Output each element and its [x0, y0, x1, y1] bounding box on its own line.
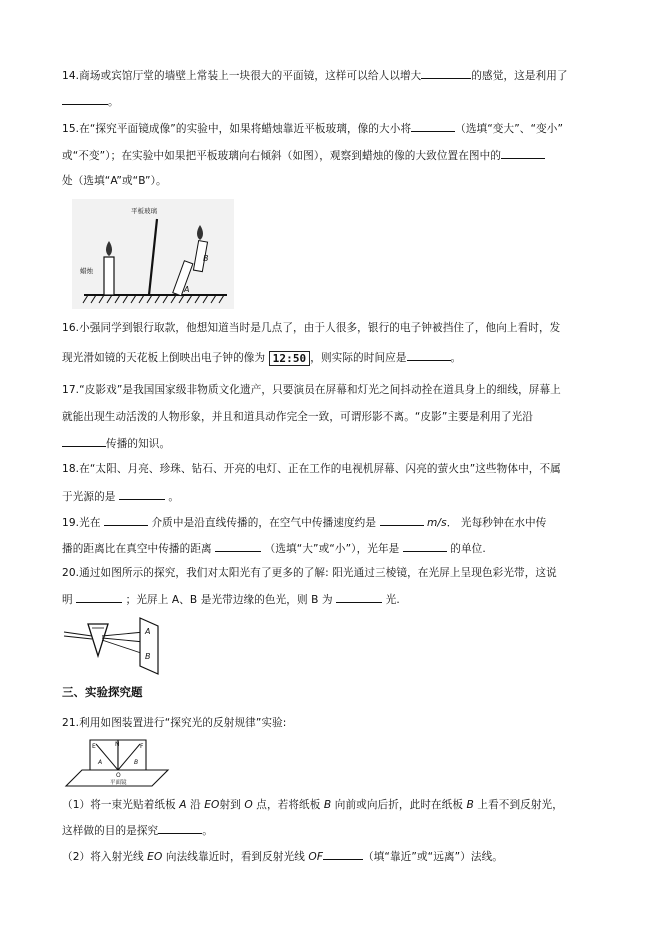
q21-label-a: A [98, 759, 103, 766]
q21-p2-d: OF [308, 851, 324, 863]
q14-text: 14.商场或宾馆厅堂的墙壁上常装上一块很大的平面镜，这样可以给人以增大 [62, 70, 422, 82]
q16-text-end: ，则实际的时间应是 [310, 352, 407, 364]
q17-text-2: 就能出现生动活泼的人物形象，并且和道具动作完全一致，可谓形影不离。“皮影”主要是利用了光沿 [62, 411, 534, 423]
q15-figure [72, 199, 234, 309]
q15-line3 [62, 174, 167, 188]
q19-text-c: ． 光每秒钟在水中传 [446, 517, 547, 529]
q15-label-b: B [203, 254, 209, 263]
q21-p1-d: EO [204, 799, 220, 811]
q20-line1 [62, 566, 557, 580]
q16-clock-image: 12:50 [269, 351, 311, 366]
q14-blank-2[interactable] [62, 94, 108, 105]
q19-text-f: 的单位. [450, 543, 486, 555]
q15-blank-1[interactable] [411, 121, 455, 132]
section-title: 三、实验探究题 [62, 685, 143, 699]
q20-line2 [62, 592, 400, 607]
q16-blank[interactable] [407, 350, 451, 361]
q21-label-e: E [92, 743, 96, 750]
q18-text: 18.在“太阳、月亮、珍珠、钻石、开亮的电灯、正在工作的电视机屏幕、闪亮的萤火虫”这些物体中，不属 [62, 463, 561, 475]
q15-text-3: 处（选填“A”或“B”）。 [62, 175, 167, 187]
q19-text-a: 19.光在 [62, 517, 101, 529]
q16-line1 [62, 321, 560, 335]
q16-text-2: 现光滑如镜的天花板上倒映出电子钟的像为 [62, 352, 266, 364]
q20-text-b: ；光屏上 A、B 是光带边缘的色光，则 B 为 [125, 594, 333, 606]
q21-label-n: N [115, 741, 120, 748]
q21-blank-1[interactable] [158, 823, 202, 834]
q15-line2 [62, 148, 545, 163]
q19-blank-4[interactable] [403, 541, 447, 552]
q19-blank-2[interactable] [380, 515, 424, 526]
q21-p2-a: （2）将入射光线 [62, 851, 144, 863]
q17-line3 [62, 436, 170, 451]
q21-p1-line2: 这样做的目的是探究 [62, 825, 159, 837]
q15-label-a: A [184, 285, 190, 294]
q14-period: 。 [108, 96, 119, 108]
q15-blank-2[interactable] [501, 148, 545, 159]
q21-label-o: O [116, 772, 121, 779]
q21-p2-e: （填“靠近”或“远离”）法线。 [363, 851, 503, 863]
q21-p1-i: 向前或向后折，此时在纸板 [334, 799, 464, 811]
q21-p1-j: B [466, 799, 474, 811]
q18-blank[interactable] [119, 489, 165, 500]
q14-line1 [62, 68, 568, 83]
q20-blank-1[interactable] [76, 592, 122, 603]
q15-text-2: 或“不变”）；在实验中如果把平板玻璃向右倾斜（如图），观察到蜡烛的像的大致位置在图中的 [62, 150, 502, 162]
q14-text-end: 的感觉，这是利用了 [471, 70, 568, 82]
q16-line2 [62, 350, 461, 366]
q17-blank[interactable] [62, 436, 106, 447]
q20-figure [62, 612, 170, 678]
q18-line2 [62, 489, 179, 504]
q20-blank-2[interactable] [336, 592, 382, 603]
q21-text: 21.利用如图装置进行“探究光的反射规律”实验: [62, 717, 287, 729]
q20-text: 20.通过如图所示的探究，我们对太阳光有了更多的了解: 阳光通过三棱镜，在光屏上呈现色彩光带，这说 [62, 567, 557, 579]
q14-blank-1[interactable] [421, 68, 471, 79]
q18-line1 [62, 462, 561, 476]
q15-label-glass: 平板玻璃 [131, 207, 157, 215]
q18-text-2: 于光源的是 [62, 491, 116, 503]
q20-text-c: 光. [385, 594, 400, 606]
q20-label-a: A [145, 627, 151, 636]
q21-p1-c: 沿 [190, 799, 201, 811]
q21-figure [62, 736, 172, 792]
q17-text: 17.“皮影戏”是我国国家级非物质文化遗产，只要演员在屏幕和灯光之间抖动拴在道具身上的细线，屏幕上 [62, 384, 561, 396]
q21-part1-line2 [62, 823, 213, 838]
q21-p1-a: （1）将一束光贴着纸板 [62, 799, 176, 811]
q15-label-candle: 蜡烛 [80, 267, 93, 275]
q21-blank-2[interactable] [323, 849, 363, 860]
q19-line1 [62, 515, 546, 530]
q21-p2-c: 向法线靠近时，看到反射光线 [165, 851, 305, 863]
q21-p1-h: B [323, 799, 332, 811]
q15-line1 [62, 121, 563, 136]
q19-text-e: （选填“大”或“小”），光年是 [264, 543, 400, 555]
q19-text-d: 播的距离比在真空中传播的距离 [62, 543, 212, 555]
q15-text-end: （选填“变大”、“变小” [455, 123, 564, 135]
q21-line1 [62, 716, 286, 730]
q19-blank-1[interactable] [104, 515, 148, 526]
q21-p1-f: O [244, 799, 253, 811]
q19-text-b: 介质中是沿直线传播的，在空气中传播速度约是 [151, 517, 377, 529]
q19-blank-3[interactable] [215, 541, 261, 552]
q18-period: 。 [168, 491, 180, 503]
q16-text: 16.小强同学到银行取款，他想知道当时是几点了，由于人很多，银行的电子钟被挡住了，他向上看时，发 [62, 322, 561, 334]
q17-line1 [62, 383, 561, 397]
q21-p1-period: 。 [202, 825, 213, 837]
q21-p1-b: A [179, 799, 187, 811]
q19-unit: m/s [427, 517, 447, 529]
q16-period: 。 [450, 352, 462, 364]
q21-p1-k: 上看不到反射光， [477, 799, 563, 811]
q21-part2-line1 [62, 849, 503, 864]
q19-line2 [62, 541, 486, 556]
q21-label-mirror: 平面镜 [110, 780, 127, 786]
q21-p1-g: 点，若将纸板 [256, 799, 321, 811]
q17-line2 [62, 410, 533, 424]
q21-p2-b: EO [147, 851, 163, 863]
q20-label-b: B [145, 652, 151, 661]
q21-label-b: B [134, 759, 139, 766]
q14-line2 [62, 94, 119, 109]
q21-p1-e: 射到 [219, 799, 241, 811]
q17-text-end: 传播的知识。 [106, 438, 171, 450]
q21-label-f: F [140, 743, 144, 750]
q15-text: 15.在“探究平面镜成像”的实验中，如果将蜡烛靠近平板玻璃，像的大小将 [62, 123, 412, 135]
q21-part1-line1 [62, 798, 563, 812]
q20-text-a: 明 [62, 594, 73, 606]
